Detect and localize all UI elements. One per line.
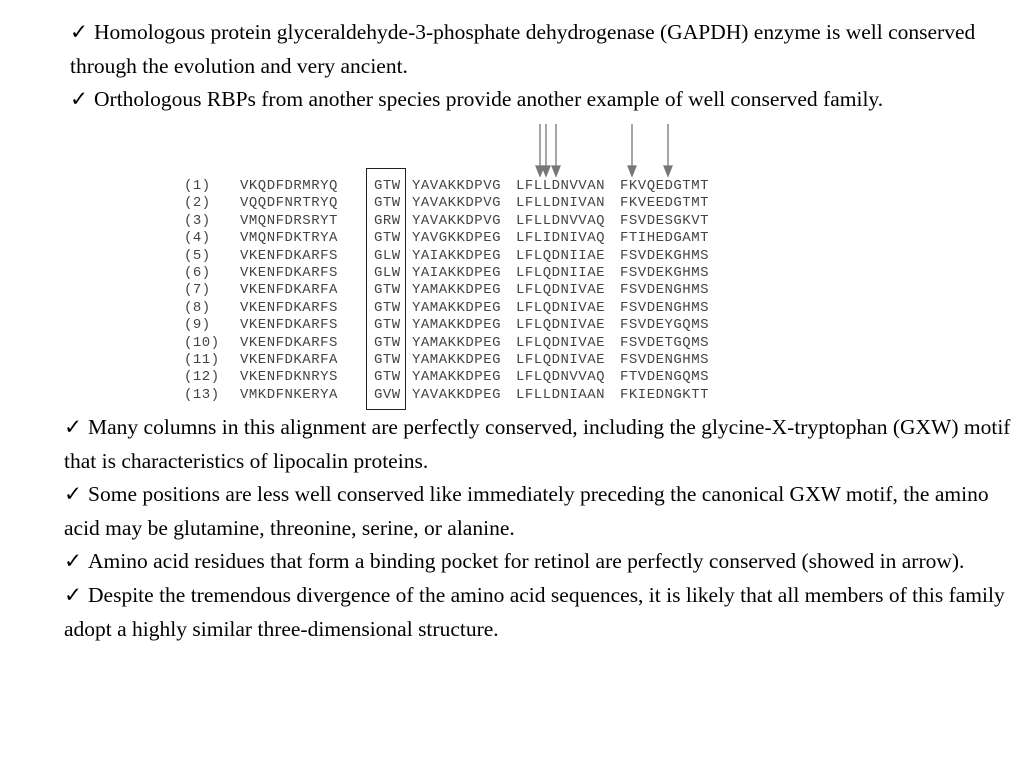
alignment-row [184, 387, 720, 404]
sequence-segment: VKENFDKARFS [240, 317, 338, 334]
bullet-gxw-motif [64, 411, 1014, 478]
sequence-segment: LFLQDNVVAQ [516, 369, 606, 386]
alignment-row [184, 248, 720, 265]
sequence-segment: FKIEDNGKTT [620, 386, 710, 403]
sequence-segment: YAVAKKDPVG [412, 195, 502, 212]
row-number: (7) [184, 282, 211, 299]
sequence-segment: YAVAKKDPVG [412, 212, 502, 229]
row-number: (6) [184, 264, 211, 281]
row-number: (3) [184, 212, 211, 229]
alignment-row [184, 300, 720, 317]
motif-residues: GTW [374, 299, 401, 316]
sequence-segment: YAMAKKDPEG [412, 299, 502, 316]
sequence-segment: LFLLDNIAAN [516, 386, 606, 403]
sequence-segment: YAMAKKDPEG [412, 317, 502, 334]
arrowhead-icon [542, 166, 550, 176]
row-number: (13) [184, 386, 220, 403]
bullet-less-conserved [64, 478, 1014, 545]
arrows-group [148, 120, 788, 180]
bullet-text: Homologous protein glyceraldehyde-3-phosphate dehydrogenase (GAPDH) enzyme is well conserved through the evolution and very ancient. [70, 20, 976, 78]
sequence-segment: VKENFDKARFS [240, 264, 338, 281]
sequence-segment: VMKDFNKERYA [240, 386, 338, 403]
sequence-segment: VMQNFDKTRYA [240, 230, 338, 247]
alignment-row [184, 230, 720, 247]
sequence-segment: LFLQDNIVAE [516, 334, 606, 351]
motif-residues: GTW [374, 178, 401, 194]
motif-residues: GLW [374, 264, 401, 281]
check-mark-icon: ✓ [64, 549, 83, 574]
row-number: (2) [184, 195, 211, 212]
row-number: (10) [184, 334, 220, 351]
alignment-row [184, 213, 720, 230]
intro-text-block [70, 16, 1010, 117]
arrowhead-icon [552, 166, 560, 176]
row-number: (5) [184, 247, 211, 264]
sequence-segment: YAIAKKDPEG [412, 247, 502, 264]
sequence-segment: YAVAKKDPVG [412, 178, 502, 194]
bullet-text: Orthologous RBPs from another species provide another example of well conserved family. [94, 87, 884, 112]
alignment-row [184, 282, 720, 299]
sequence-segment: YAMAKKDPEG [412, 282, 502, 299]
sequence-segment: YAMAKKDPEG [412, 351, 502, 368]
row-number: (9) [184, 317, 211, 334]
sequence-segment: FSVDEYGQMS [620, 317, 710, 334]
sequence-segment: FSVDESGKVT [620, 212, 710, 229]
sequence-segment: VKQDFDRMRYQ [240, 178, 338, 194]
bullet-gapdh [70, 16, 1010, 83]
arrowhead-icon [628, 166, 636, 176]
alignment-row [184, 352, 720, 369]
sequence-segment: LFLLDNVVAQ [516, 212, 606, 229]
sequence-segment: YAMAKKDPEG [412, 334, 502, 351]
sequence-segment: YAVAKKDPEG [412, 386, 502, 403]
motif-residues: GTW [374, 282, 401, 299]
sequence-segment: VKENFDKARFA [240, 351, 338, 368]
motif-residues: GVW [374, 386, 401, 403]
row-number: (12) [184, 369, 220, 386]
motif-residues: GTW [374, 230, 401, 247]
sequence-segment: FTIHEDGAMT [620, 230, 710, 247]
sequence-segment: FSVDETGQMS [620, 334, 710, 351]
sequence-segment: LFLQDNIVAE [516, 299, 606, 316]
sequence-segment: LFLIDNIVAQ [516, 230, 606, 247]
row-number: (8) [184, 299, 211, 316]
check-mark-icon: ✓ [70, 87, 89, 112]
row-number: (4) [184, 230, 211, 247]
sequence-segment: LFLQDNIIAE [516, 247, 606, 264]
sequence-segment: VKENFDKARFS [240, 334, 338, 351]
check-mark-icon: ✓ [64, 582, 83, 607]
sequence-segment: FSVDEKGHMS [620, 264, 710, 281]
check-mark-icon: ✓ [64, 482, 83, 507]
check-mark-icon: ✓ [70, 20, 89, 44]
sequence-segment: YAVGKKDPEG [412, 230, 502, 247]
sequence-segment: FKVEEDGTMT [620, 195, 710, 212]
sequence-segment: FSVDENGHMS [620, 299, 710, 316]
bullet-text: Amino acid residues that form a binding pocket for retinol are perfectly conserved (showed in arrow). [88, 549, 965, 574]
alignment-row [184, 369, 720, 386]
motif-residues: GRW [374, 212, 401, 229]
arrowhead-icon [664, 166, 672, 176]
discussion-text-block [64, 411, 1014, 646]
sequence-segment: LFLQDNIIAE [516, 264, 606, 281]
sequence-segment: FSVDENGHMS [620, 351, 710, 368]
sequence-segment: FTVDENGQMS [620, 369, 710, 386]
sequence-segment: VMQNFDRSRYT [240, 212, 338, 229]
motif-residues: GTW [374, 351, 401, 368]
sequence-segment: VKENFDKNRYS [240, 369, 338, 386]
sequence-segment: YAIAKKDPEG [412, 264, 502, 281]
sequence-segment: YAMAKKDPEG [412, 369, 502, 386]
sequence-segment: FKVQEDGTMT [620, 178, 710, 194]
sequence-segment: VKENFDKARFS [240, 299, 338, 316]
sequence-segment: LFLQDNIVAE [516, 351, 606, 368]
motif-residues: GTW [374, 195, 401, 212]
motif-residues: GTW [374, 334, 401, 351]
bullet-orthologous-rbps [70, 83, 1010, 117]
sequence-segment: LFLQDNIVAE [516, 282, 606, 299]
alignment-row [184, 195, 720, 212]
sequence-segment: VQQDFNRTRYQ [240, 195, 338, 212]
sequence-segment: VKENFDKARFA [240, 282, 338, 299]
motif-residues: GLW [374, 247, 401, 264]
sequence-segment: LFLQDNIVAE [516, 317, 606, 334]
row-number: (11) [184, 351, 220, 368]
bullet-binding-pocket [64, 545, 1014, 579]
bullet-text: Despite the tremendous divergence of the amino acid sequences, it is likely that all members of this family adopt a highly similar three-dimensional structure. [64, 582, 1005, 641]
sequence-segment: LFLLDNVVAN [516, 178, 606, 194]
alignment-row [184, 265, 720, 282]
sequence-alignment-figure [148, 120, 788, 412]
row-number: (1) [184, 178, 211, 194]
motif-residues: GTW [374, 369, 401, 386]
sequence-segment: FSVDEKGHMS [620, 247, 710, 264]
check-mark-icon: ✓ [64, 415, 83, 439]
bullet-divergence [64, 579, 1014, 646]
sequence-segment: FSVDENGHMS [620, 282, 710, 299]
motif-residues: GTW [374, 317, 401, 334]
alignment-row [184, 317, 720, 334]
sequence-segment: VKENFDKARFS [240, 247, 338, 264]
alignment-row [184, 178, 720, 195]
bullet-text: Some positions are less well conserved like immediately preceding the canonical GXW motif, the amino acid may be glutamine, threonine, serine, or alanine. [64, 482, 989, 540]
bullet-text: Many columns in this alignment are perfectly conserved, including the glycine-X-tryptophan (GXW) motif that is characteristics of lipocalin proteins. [64, 415, 1011, 473]
alignment-rows [184, 178, 720, 404]
alignment-row [184, 335, 720, 352]
sequence-segment: LFLLDNIVAN [516, 195, 606, 212]
